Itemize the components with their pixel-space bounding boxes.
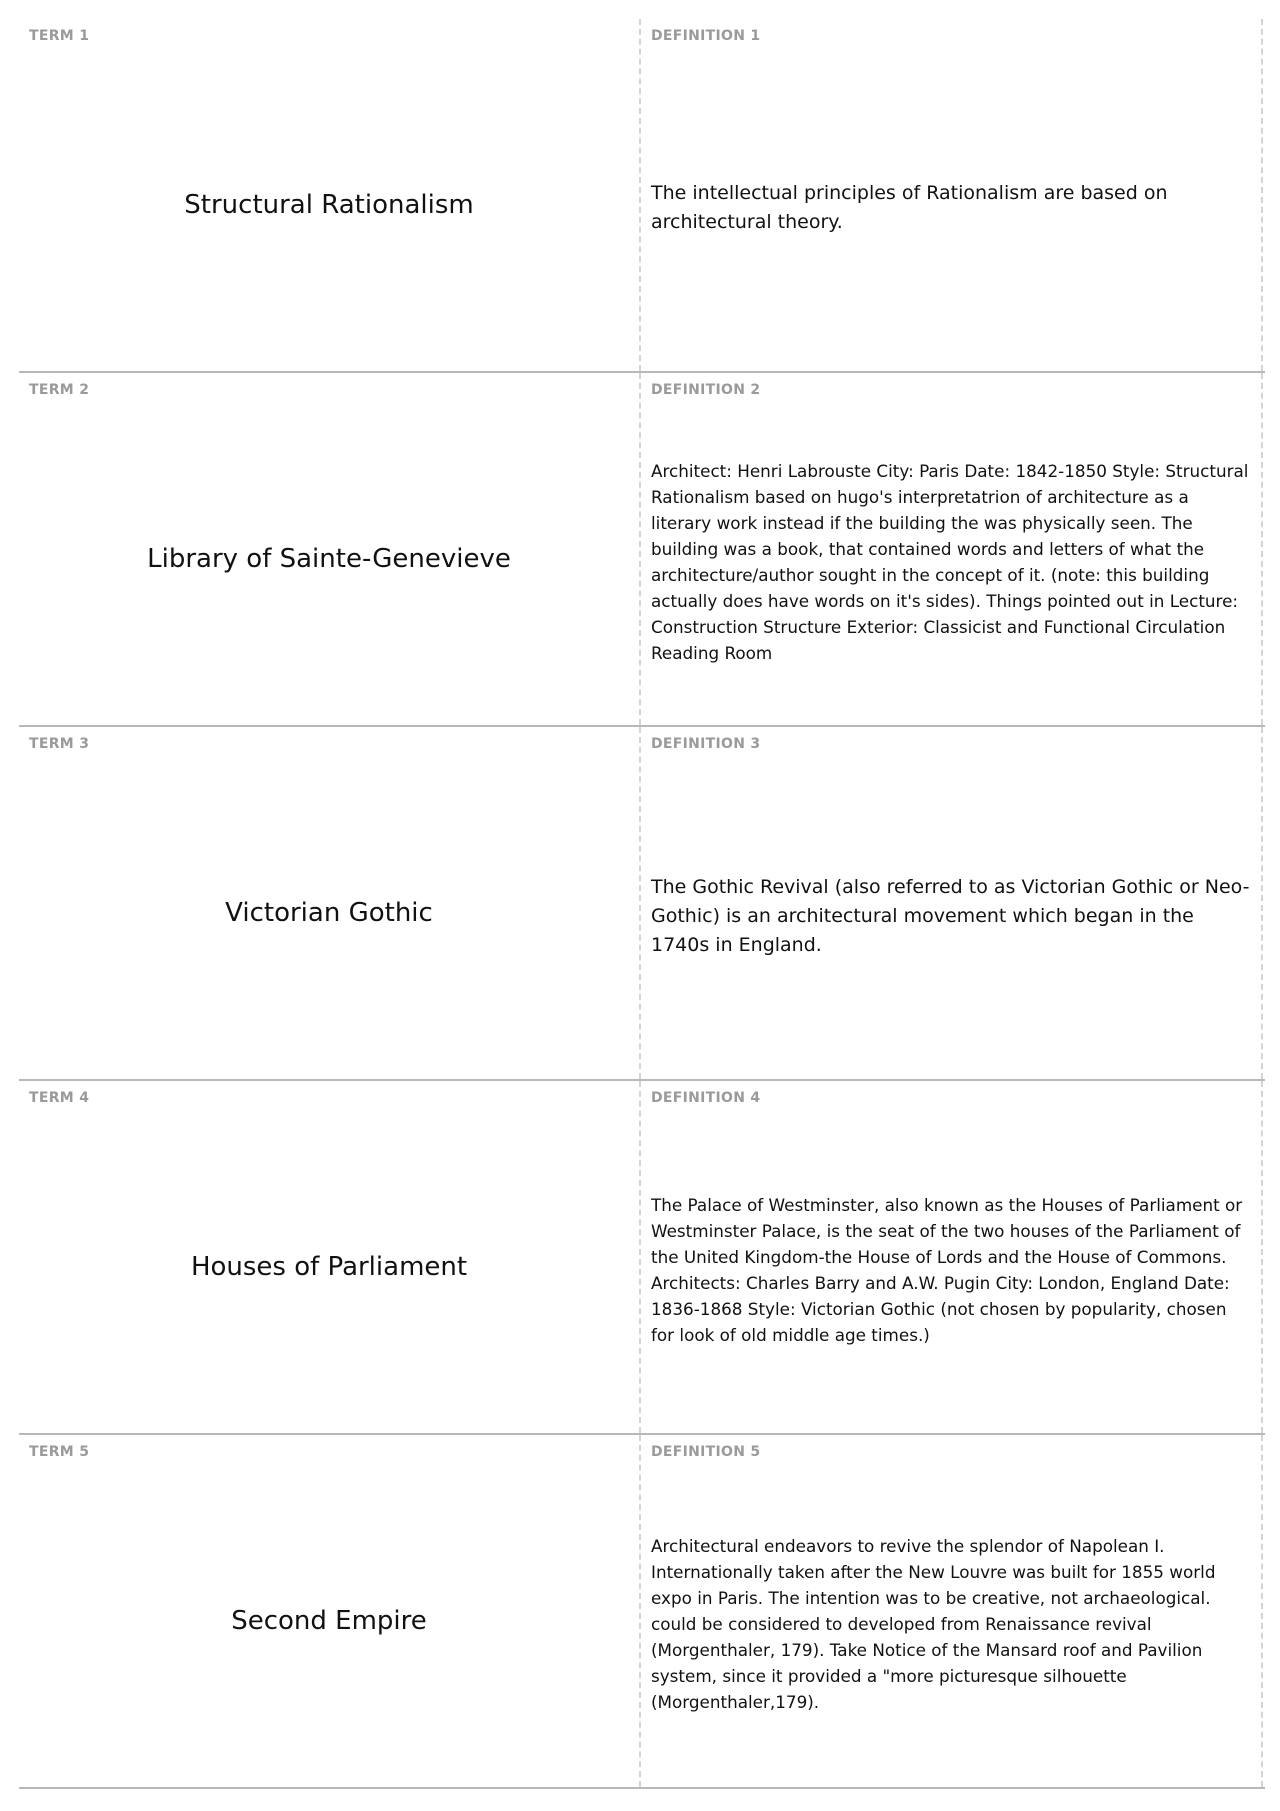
term-cell-4 — [19, 1081, 641, 1433]
definition-body: The intellectual principles of Rationalism are based on architectural theory. — [651, 182, 1168, 233]
definition-text — [651, 1115, 1251, 1425]
term-cell-1 — [19, 19, 641, 371]
definition-label: DEFINITION 2 — [651, 382, 761, 398]
flashcard-row-5 — [19, 1435, 1265, 1789]
term-cell-3 — [19, 727, 641, 1079]
definition-cell-3 — [641, 727, 1263, 1079]
definition-text — [651, 53, 1251, 363]
definition-text — [651, 1469, 1251, 1779]
definition-label: DEFINITION 5 — [651, 1444, 761, 1460]
term-text: Library of Sainte-Genevieve — [147, 544, 511, 574]
definition-text — [651, 761, 1251, 1071]
definition-cell-5 — [641, 1435, 1263, 1787]
flashcard-sheet — [19, 19, 1265, 1789]
term-label: TERM 4 — [29, 1090, 90, 1106]
term-cell-5 — [19, 1435, 641, 1787]
term-text: Structural Rationalism — [184, 190, 474, 220]
term-label: TERM 2 — [29, 382, 90, 398]
definition-cell-1 — [641, 19, 1263, 371]
flashcard-row-1 — [19, 19, 1265, 373]
term-cell-2 — [19, 373, 641, 725]
definition-body: The Palace of Westminster, also known as the Houses of Parliament or Westminster Palace, is the seat of the two houses of the Parliament of the United Kingdom-the House of Lords and the House of Commons. Architects: Charles Barry and A.W. Pugin City: London, England Date: 1836-1868 Style: Victorian Gothic (not chosen by popularity, chosen for look of old middle age times.) — [651, 1195, 1243, 1345]
definition-label: DEFINITION 1 — [651, 28, 761, 44]
flashcard-row-4 — [19, 1081, 1265, 1435]
definition-body: The Gothic Revival (also referred to as Victorian Gothic or Neo-Gothic) is an architectural movement which began in the 1740s in England. — [651, 875, 1250, 956]
definition-body: Architect: Henri Labrouste City: Paris Date: 1842-1850 Style: Structural Rationalism based on hugo's interpretatrion of architecture as a literary work instead if the building the was physically seen. The building was a book, that contained words and letters of what the architecture/author sought in the concept of it. (note: this building actually does have words on it's sides). Things pointed out in Lecture: Construction Structure Exterior: Classicist and Functional Circulation Reading Room — [651, 461, 1249, 663]
term-text: Victorian Gothic — [225, 898, 433, 928]
term-label: TERM 3 — [29, 736, 90, 752]
term-label: TERM 1 — [29, 28, 90, 44]
definition-cell-4 — [641, 1081, 1263, 1433]
definition-body: Architectural endeavors to revive the splendor of Napolean I. Internationally taken after the New Louvre was built for 1855 world expo in Paris. The intention was to be creative, not archaeological. could be considered to developed from Renaissance revival (Morgenthaler, 179). Take Notice of the Mansard roof and Pavilion system, since it provided a "more picturesque silhouette (Morgenthaler,179). — [651, 1536, 1216, 1712]
term-label: TERM 5 — [29, 1444, 90, 1460]
flashcard-row-3 — [19, 727, 1265, 1081]
flashcard-row-2 — [19, 373, 1265, 727]
definition-cell-2 — [641, 373, 1263, 725]
term-text: Houses of Parliament — [190, 1252, 468, 1282]
definition-label: DEFINITION 4 — [651, 1090, 761, 1106]
definition-label: DEFINITION 3 — [651, 736, 761, 752]
definition-text — [651, 407, 1251, 717]
term-text: Second Empire — [231, 1606, 427, 1636]
